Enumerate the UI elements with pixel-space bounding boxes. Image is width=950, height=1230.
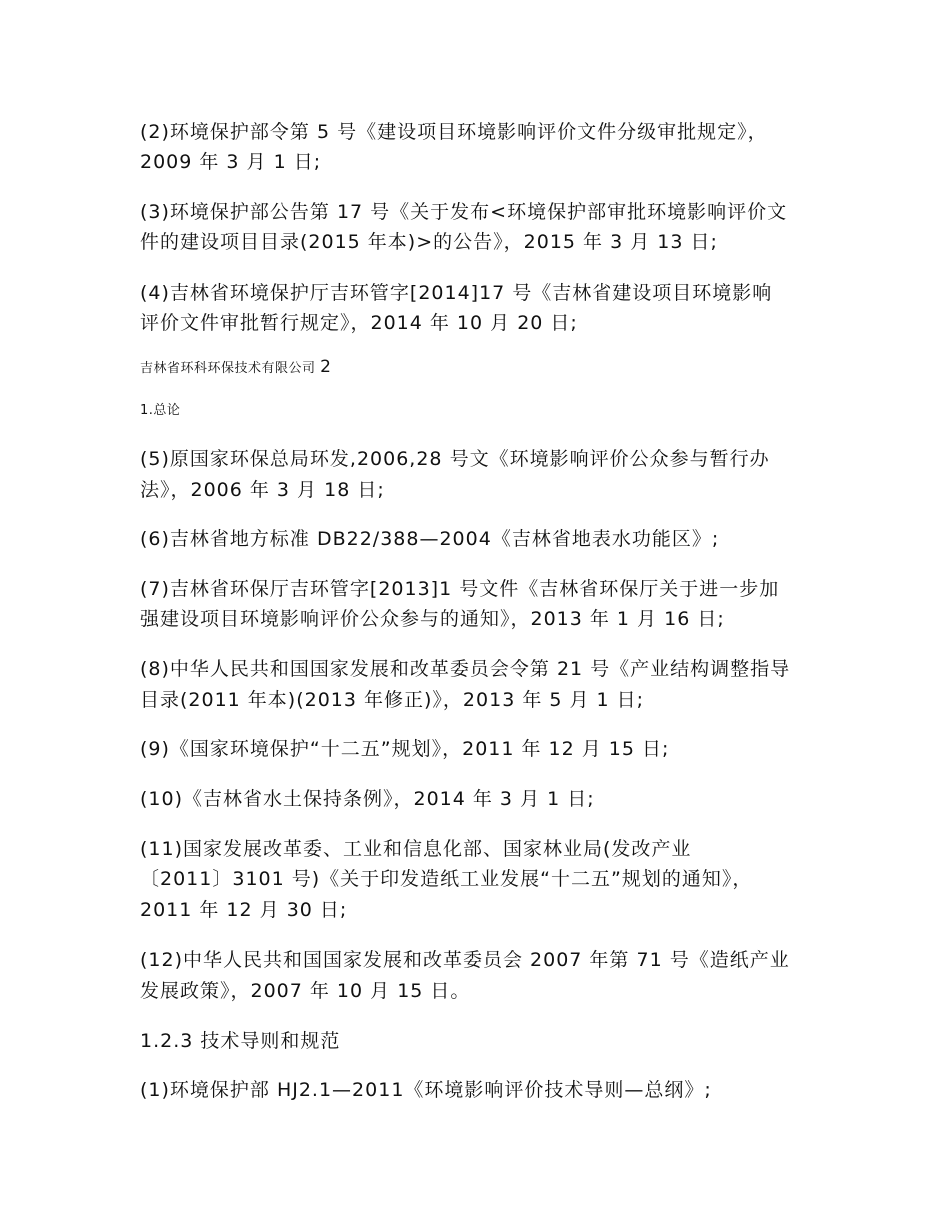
company-name: 吉林省环科环保技术有限公司 bbox=[140, 361, 316, 376]
text-line: (7)吉林省环保厅吉环管字[2013]1 号文件《吉林省环保厅关于进一步加 bbox=[140, 578, 780, 600]
text-line: (1)环境保护部 HJ2.1—2011《环境影响评价技术导则—总纲》; bbox=[140, 1079, 712, 1101]
text-line: 2011 年 12 月 30 日; bbox=[140, 899, 348, 921]
text-line: (2)环境保护部令第 5 号《建设项目环境影响评价文件分级审批规定》， bbox=[140, 121, 768, 143]
page-number: 2 bbox=[320, 357, 332, 377]
text-line: 评价文件审批暂行规定》，2014 年 10 月 20 日; bbox=[140, 312, 578, 334]
text-line: 〔2011〕3101 号)《关于印发造纸工业发展“十二五”规划的通知》， bbox=[140, 868, 753, 890]
text-line: (5)原国家环保总局环发,2006,28 号文《环境影响评价公众参与暂行办 bbox=[140, 448, 770, 470]
text-line: (9)《国家环境保护“十二五”规划》，2011 年 12 月 15 日; bbox=[140, 738, 670, 760]
text-line: 强建设项目环境影响评价公众参与的通知》，2013 年 1 月 16 日; bbox=[140, 608, 725, 630]
text-line: (11)国家发展改革委、工业和信息化部、国家林业局(发改产业 bbox=[140, 838, 692, 860]
text-line: (10)《吉林省水土保持条例》，2014 年 3 月 1 日; bbox=[140, 788, 595, 810]
text-line: 2009 年 3 月 1 日; bbox=[140, 151, 322, 173]
section-heading: 1.2.3 技术导则和规范 bbox=[140, 1030, 341, 1052]
text-line: 法》，2006 年 3 月 18 日; bbox=[140, 479, 385, 501]
text-line: 发展政策》，2007 年 10 月 15 日。 bbox=[140, 980, 471, 1002]
text-line: (3)环境保护部公告第 17 号《关于发布<环境保护部审批环境影响评价文 bbox=[140, 201, 788, 223]
text-line: (6)吉林省地方标准 DB22/388—2004《吉林省地表水功能区》; bbox=[140, 528, 720, 550]
text-line: (12)中华人民共和国国家发展和改革委员会 2007 年第 71 号《造纸产业 bbox=[140, 949, 790, 971]
page-footer bbox=[140, 358, 331, 378]
text-line: 件的建设项目目录(2015 年本)>的公告》，2015 年 3 月 13 日; bbox=[140, 231, 718, 253]
text-line: (8)中华人民共和国国家发展和改革委员会令第 21 号《产业结构调整指导 bbox=[140, 658, 791, 680]
chapter-header: 1.总论 bbox=[140, 403, 181, 418]
text-line: (4)吉林省环境保护厅吉环管字[2014]17 号《吉林省建设项目环境影响 bbox=[140, 282, 773, 304]
text-line: 目录(2011 年本)(2013 年修正)》，2013 年 5 月 1 日; bbox=[140, 689, 645, 711]
